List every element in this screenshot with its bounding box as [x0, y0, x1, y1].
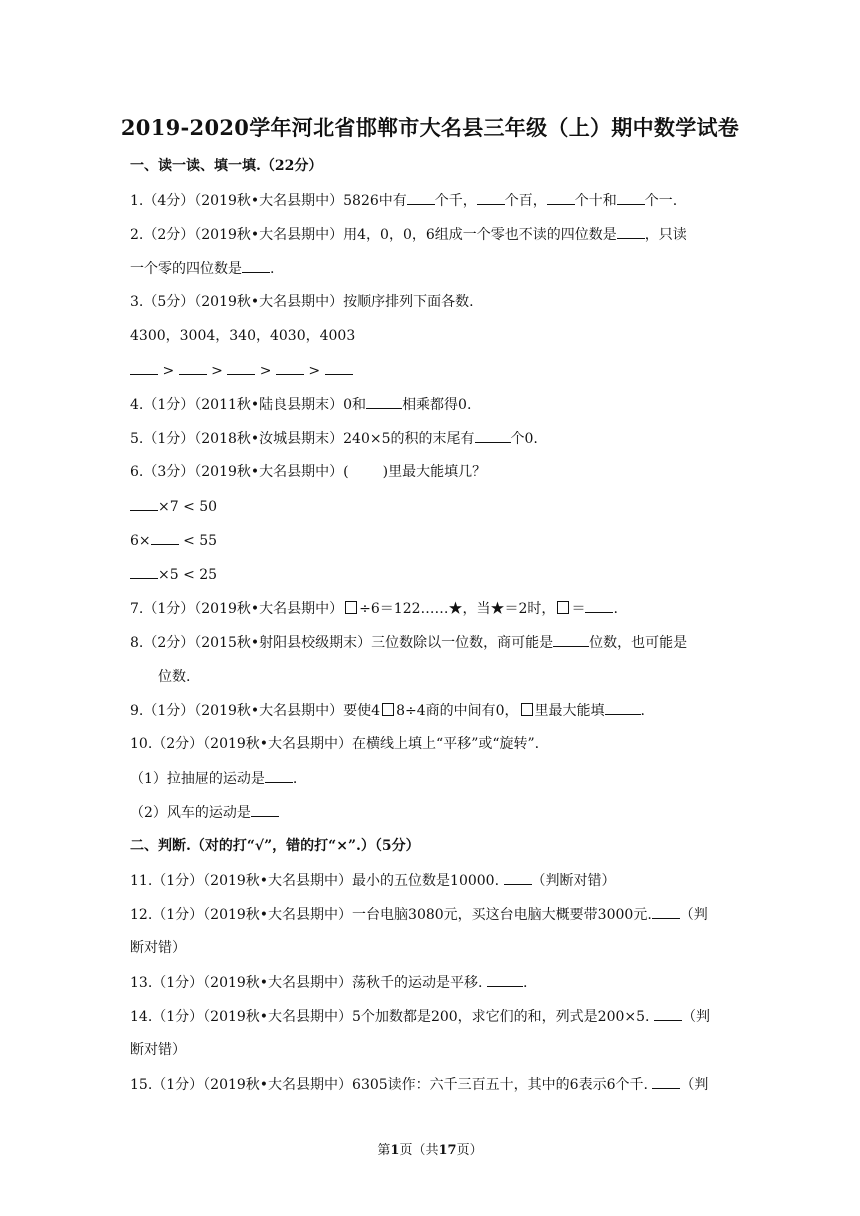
square-box-icon [345, 601, 357, 614]
question-3: 3.（5分）（2019秋•大名县期中）按顺序排列下面各数. [130, 294, 474, 310]
answer-blank[interactable] [504, 870, 532, 885]
answer-blank[interactable] [227, 360, 255, 375]
answer-blank[interactable] [654, 1006, 682, 1021]
answer-blank[interactable] [325, 360, 353, 375]
square-box-icon [521, 703, 533, 716]
answer-blank[interactable] [617, 190, 645, 205]
answer-blank[interactable] [366, 394, 402, 409]
question-15: 15.（1分）（2019秋•大名县期中）6305读作：六千三百五十，其中的6表示6个千. （判 [130, 1074, 708, 1095]
page-total: 17 [438, 1143, 457, 1158]
section-2-heading: 二、判断.（对的打“√”，错的打“×”.）（5分） [130, 838, 420, 854]
square-box-icon [382, 703, 394, 716]
section-1-heading: 一、读一读、填一填.（22分） [130, 158, 323, 174]
question-14: 14.（1分）（2019秋•大名县期中）5个加数都是200，求它们的和，列式是200×5. （判 [130, 1006, 710, 1027]
answer-blank[interactable] [547, 190, 575, 205]
question-2-cont: 一个零的四位数是 . [130, 258, 274, 279]
answer-blank[interactable] [652, 1074, 680, 1089]
answer-blank[interactable] [242, 258, 270, 273]
question-11: 11.（1分）（2019秋•大名县期中）最小的五位数是10000. （判断对错） [130, 870, 616, 891]
question-6-line-2: 6× < 55 [130, 530, 217, 551]
answer-blank[interactable] [130, 496, 158, 511]
question-10-part-2: （2）风车的运动是 [130, 802, 279, 823]
question-12: 12.（1分）（2019秋•大名县期中）一台电脑3080元，买这台电脑大概要带3000元. （判 [130, 904, 708, 925]
question-5: 5.（1分）（2018秋•汝城县期末）240×5的积的末尾有 个0. [130, 428, 538, 449]
page-number: 1 [390, 1143, 400, 1158]
answer-blank[interactable] [585, 598, 613, 613]
page-footer: 第1页（共17页） [377, 1143, 483, 1158]
answer-blank[interactable] [151, 530, 179, 545]
question-3-ordering: > > > > [130, 360, 353, 381]
question-9: 9.（1分）（2019秋•大名县期中）要使4 8÷4商的中间有0， 里最大能填 . [130, 700, 645, 721]
answer-blank[interactable] [130, 564, 158, 579]
question-13: 13.（1分）（2019秋•大名县期中）荡秋千的运动是平移. . [130, 972, 527, 993]
answer-blank[interactable] [487, 972, 523, 987]
answer-blank[interactable] [475, 428, 511, 443]
question-8-cont: 位数. [130, 666, 190, 687]
question-7: 7.（1分）（2019秋•大名县期中） ÷6＝122……★，当★＝2时， ＝ . [130, 598, 618, 619]
question-6-line-3: ×5 < 25 [130, 564, 217, 585]
answer-blank[interactable] [276, 360, 304, 375]
question-4: 4.（1分）（2011秋•陆良县期末）0和 相乘都得0. [130, 394, 471, 415]
question-1: 1.（4分）（2019秋•大名县期中）5826中有 个千， 个百， 个十和 个一. [130, 190, 677, 211]
answer-blank[interactable] [477, 190, 505, 205]
answer-blank[interactable] [251, 802, 279, 817]
answer-blank[interactable] [130, 360, 158, 375]
answer-blank[interactable] [617, 224, 645, 239]
question-10-part-1: （1）拉抽屉的运动是 . [130, 768, 297, 789]
question-10: 10.（2分）（2019秋•大名县期中）在横线上填上“平移”或“旋转”. [130, 736, 540, 752]
answer-blank[interactable] [652, 904, 680, 919]
answer-blank[interactable] [605, 700, 641, 715]
square-box-icon [557, 601, 569, 614]
answer-blank[interactable] [130, 666, 158, 681]
page-title: 2019-2020学年河北省邯郸市大名县三年级（上）期中数学试卷 [120, 115, 740, 140]
question-3-numbers: 4300，3004，340，4030，4003 [130, 328, 356, 344]
question-12-cont: 断对错） [130, 940, 186, 956]
question-2: 2.（2分）（2019秋•大名县期中）用4，0，0，6组成一个零也不读的四位数是 ，只读 [130, 224, 687, 245]
answer-blank[interactable] [265, 768, 293, 783]
question-8: 8.（2分）（2015秋•射阳县校级期末）三位数除以一位数，商可能是 位数，也可能是 [130, 632, 687, 653]
answer-blank[interactable] [407, 190, 435, 205]
question-6: 6.（3分）（2019秋•大名县期中）( )里最大能填几？ [130, 464, 487, 480]
answer-blank[interactable] [179, 360, 207, 375]
question-14-cont: 断对错） [130, 1042, 186, 1058]
question-6-line-1: ×7 < 50 [130, 496, 217, 517]
answer-blank[interactable] [553, 632, 589, 647]
